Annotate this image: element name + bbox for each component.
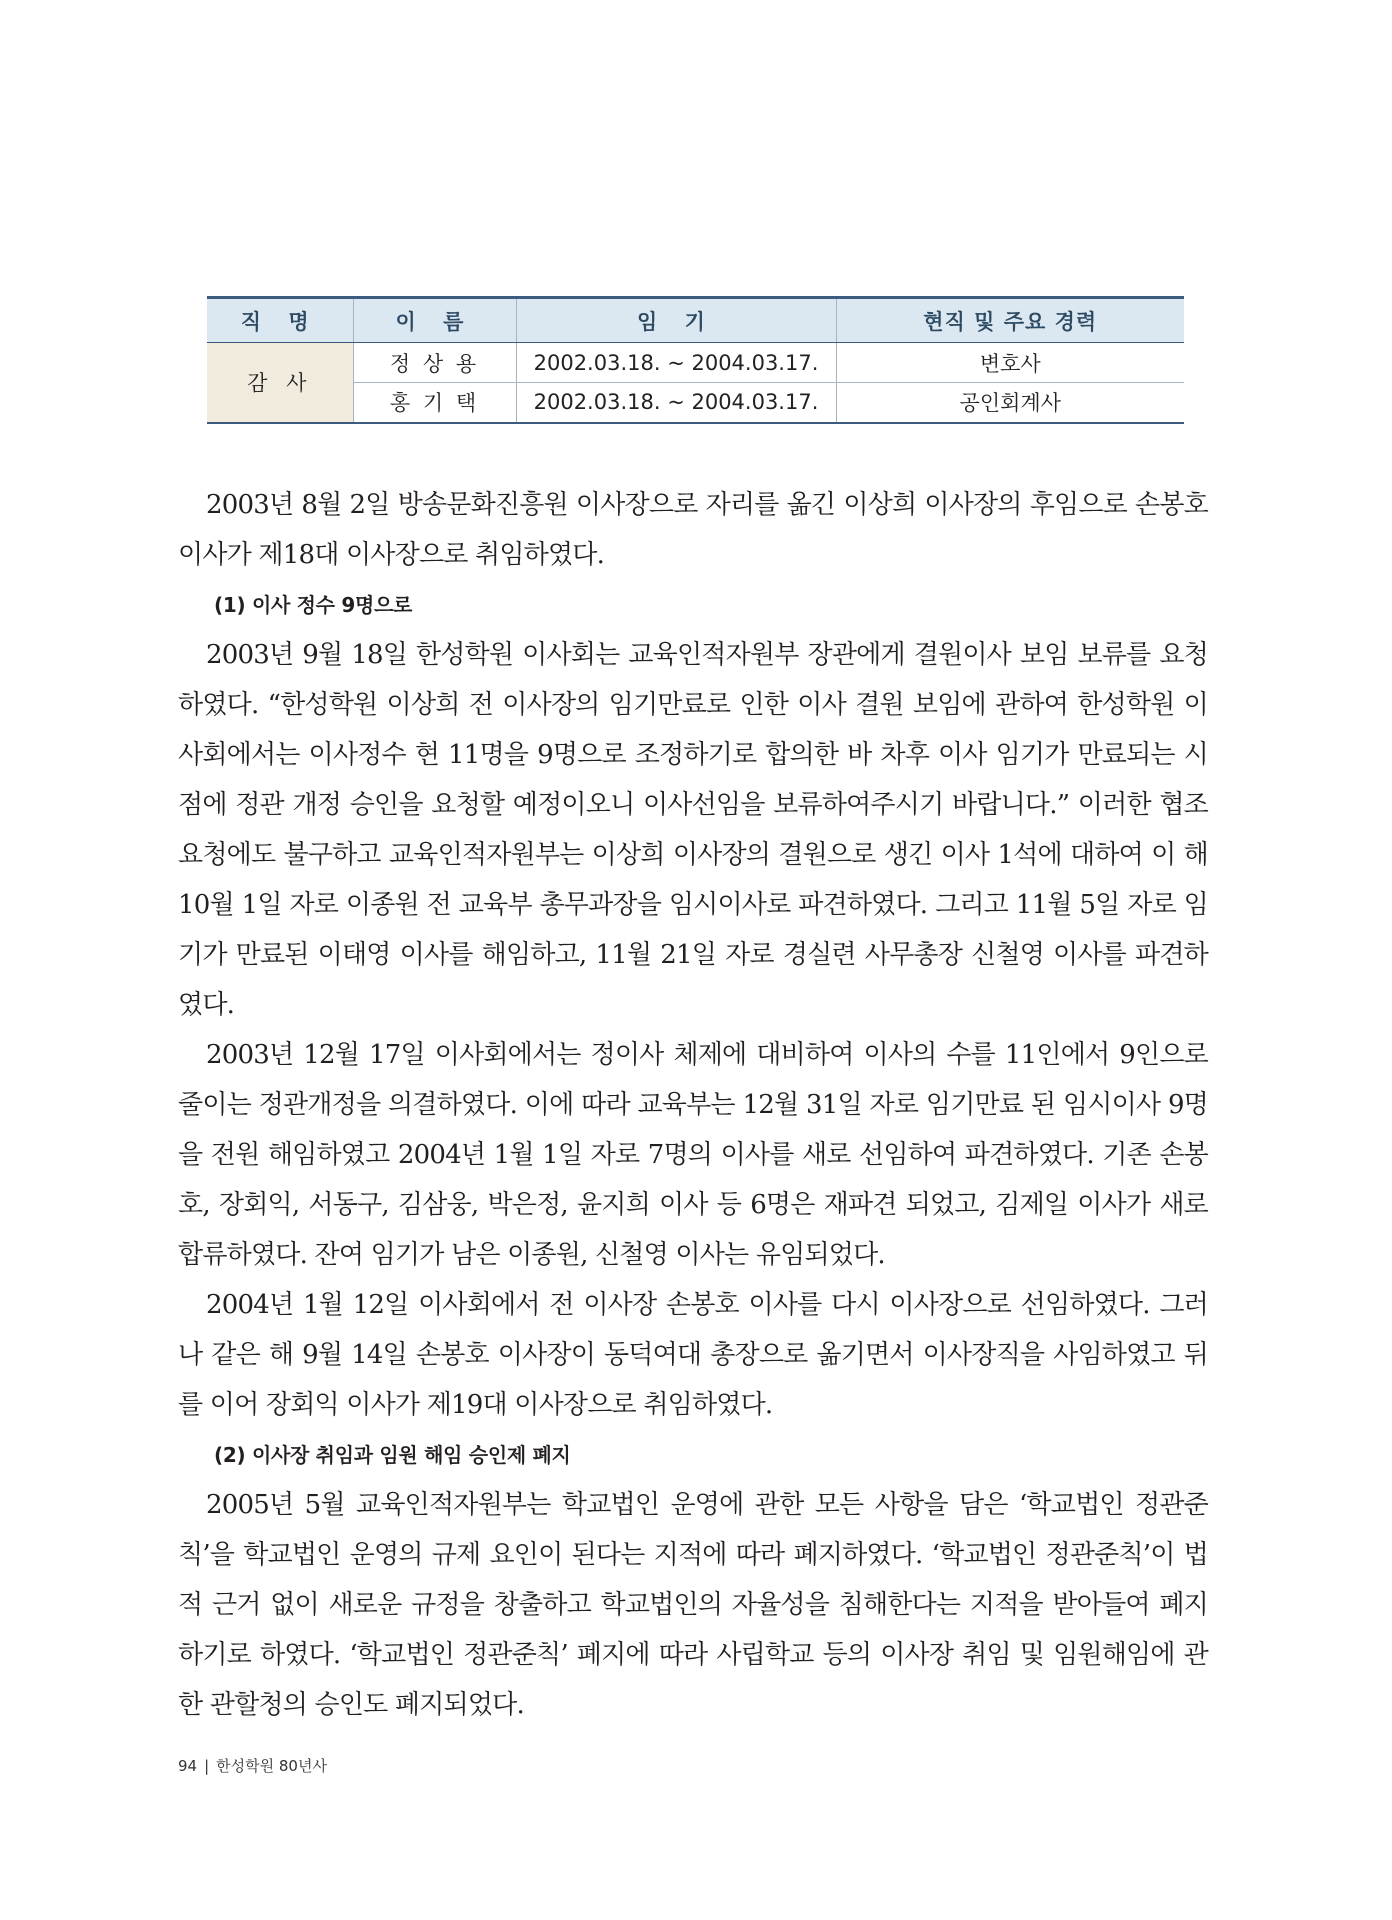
page-number: 94	[178, 1757, 198, 1775]
career-cell: 공인회계사	[836, 383, 1184, 423]
header-position: 직 명	[207, 298, 353, 343]
section-heading-board-size: (1) 이사 정수 9명으로	[214, 593, 413, 617]
page-footer	[178, 1755, 327, 1776]
term-cell: 2002.03.18. ~ 2004.03.17.	[516, 383, 836, 423]
career-cell: 변호사	[836, 343, 1184, 383]
header-career: 현직 및 주요 경력	[836, 298, 1184, 343]
paragraph-chairman-reelection: 2004년 1월 12일 이사회에서 전 이사장 손봉호 이사를 다시 이사장으로 선임하였다. 그러나 같은 해 9월 14일 손봉호 이사장이 동덕여대 총장으로 옮기면서 이사장직을 사임하였고 뒤를 이어 장회익 이사가 제19대 이사장으로 취임하였다.	[178, 1290, 1208, 1420]
officer-table-container	[207, 296, 1184, 424]
table-header-row	[207, 298, 1184, 343]
paragraph-chairman-succession: 2003년 8월 2일 방송문화진흥원 이사장으로 자리를 옮긴 이상희 이사장의 후임으로 손봉호 이사가 제18대 이사장으로 취임하였다.	[178, 490, 1208, 570]
officer-table	[207, 296, 1184, 424]
paragraph-charter-rules-abolished: 2005년 5월 교육인적자원부는 학교법인 운영에 관한 모든 사항을 담은 ‘학교법인 정관준칙’을 학교법인 운영의 규제 요인이 된다는 지적에 따라 폐지하였다. ‘학교법인 정관준칙’이 법적 근거 없이 새로운 규정을 창출하고 학교법인의 자율성을 침해한다는 지적을 받아들여 폐지하기로 하였다. ‘학교법인 정관준칙’ 폐지에 따라 사립학교 등의 이사장 취임 및 임원해임에 관한 관할청의 승인도 폐지되었다.	[178, 1490, 1208, 1720]
role-cell: 감 사	[207, 343, 353, 423]
body-text	[178, 480, 1208, 1730]
header-name: 이 름	[353, 298, 516, 343]
name-cell: 홍 기 택	[353, 383, 516, 423]
book-title: 한성학원 80년사	[216, 1757, 327, 1775]
table-row	[207, 383, 1184, 423]
term-cell: 2002.03.18. ~ 2004.03.17.	[516, 343, 836, 383]
paragraph-articles-amendment: 2003년 12월 17일 이사회에서는 정이사 체제에 대비하여 이사의 수를 11인에서 9인으로 줄이는 정관개정을 의결하였다. 이에 따라 교육부는 12월 31일 자로 임기만료 된 임시이사 9명을 전원 해임하였고 2004년 1월 1일 자로 7명의 이사를 새로 선임하여 파견하였다. 기존 손봉호, 장회익, 서동구, 김삼웅, 박은정, 윤지희 이사 등 6명은 재파견 되었고, 김제일 이사가 새로 합류하였다. 잔여 임기가 남은 이종원, 신철영 이사는 유임되었다.	[178, 1040, 1208, 1270]
section-heading-approval-abolition: (2) 이사장 취임과 임원 해임 승인제 폐지	[214, 1443, 571, 1467]
paragraph-board-reduction-request: 2003년 9월 18일 한성학원 이사회는 교육인적자원부 장관에게 결원이사 보임 보류를 요청하였다. “한성학원 이상희 전 이사장의 임기만료로 인한 이사 결원 보임에 관하여 한성학원 이사회에서는 이사정수 현 11명을 9명으로 조정하기로 합의한 바 차후 이사 임기가 만료되는 시점에 정관 개정 승인을 요청할 예정이오니 이사선임을 보류하여주시기 바랍니다.” 이러한 협조 요청에도 불구하고 교육인적자원부는 이상희 이사장의 결원으로 생긴 이사 1석에 대하여 이 해 10월 1일 자로 이종원 전 교육부 총무과장을 임시이사로 파견하였다. 그리고 11월 5일 자로 임기가 만료된 이태영 이사를 해임하고, 11월 21일 자로 경실련 사무총장 신철영 이사를 파견하였다.	[178, 640, 1208, 1020]
table-row	[207, 343, 1184, 383]
header-term: 임 기	[516, 298, 836, 343]
name-cell: 정 상 용	[353, 343, 516, 383]
footer-separator: |	[204, 1757, 210, 1775]
